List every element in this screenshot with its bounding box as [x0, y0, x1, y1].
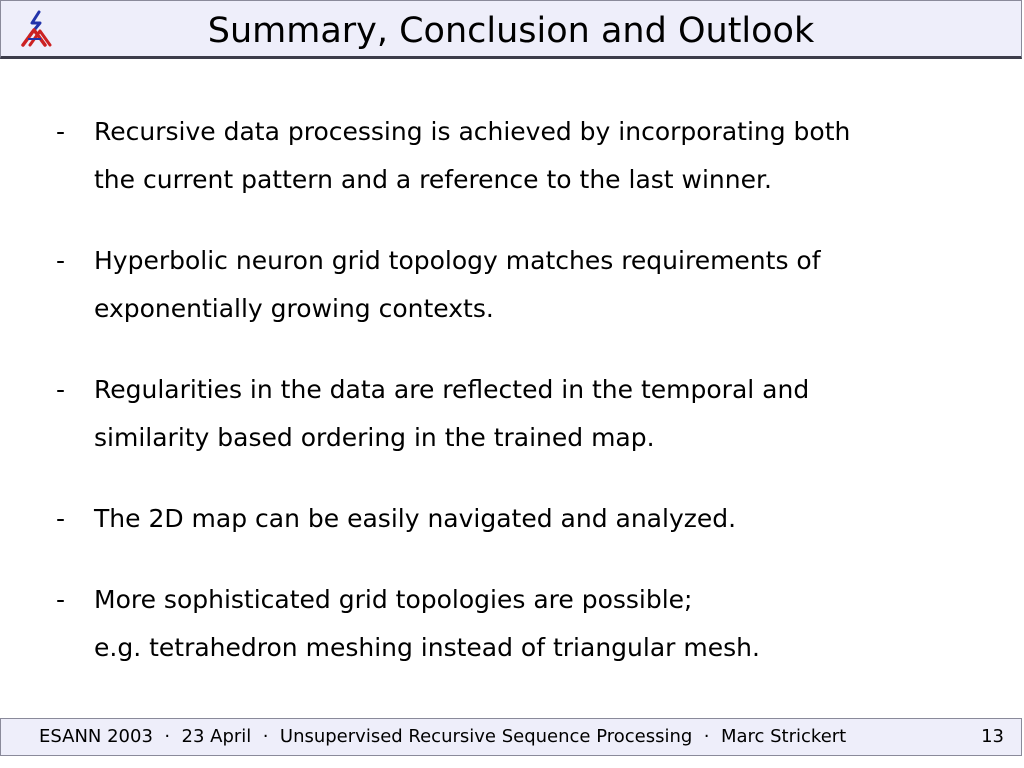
bullet-text-line: The 2D map can be easily navigated and analyzed.: [94, 504, 737, 533]
bullet-marker: -: [56, 504, 66, 533]
footer-info: ESANN 2003 · 23 April · Unsupervised Recursive Sequence Processing · Marc Strickert: [39, 726, 847, 747]
title-bar: [0, 0, 1022, 59]
bullet-text-line: e.g. tetrahedron meshing instead of triangular mesh.: [94, 633, 760, 662]
bullet-marker: -: [56, 375, 66, 404]
bullet-marker: -: [56, 585, 66, 614]
bullet-text: [94, 366, 985, 462]
bullet-text-line: More sophisticated grid topologies are possible;: [94, 585, 693, 614]
bullet-item: [55, 237, 985, 333]
bullet-marker: -: [56, 246, 66, 275]
bullet-item: [55, 495, 985, 543]
bullet-text: [94, 495, 985, 543]
bullet-item: [55, 108, 985, 204]
page-number: 13: [981, 726, 1004, 747]
bullet-text: [94, 576, 985, 672]
bullet-item: [55, 366, 985, 462]
bullet-text-line: Hyperbolic neuron grid topology matches requirements of: [94, 246, 821, 275]
footer-bar: [0, 718, 1022, 756]
slide-title: Summary, Conclusion and Outlook: [207, 11, 815, 51]
bullet-text-line: similarity based ordering in the trained map.: [94, 423, 655, 452]
bullet-list: [55, 108, 985, 705]
bullet-text-line: Regularities in the data are reflected in the temporal and: [94, 375, 810, 404]
bullet-text-line: the current pattern and a reference to the last winner.: [94, 165, 772, 194]
bullet-marker: -: [56, 117, 66, 146]
bullet-text-line: Recursive data processing is achieved by incorporating both: [94, 117, 851, 146]
bullet-text: [94, 237, 985, 333]
bullet-text-line: exponentially growing contexts.: [94, 294, 494, 323]
bullet-text: [94, 108, 985, 204]
bullet-item: [55, 576, 985, 672]
